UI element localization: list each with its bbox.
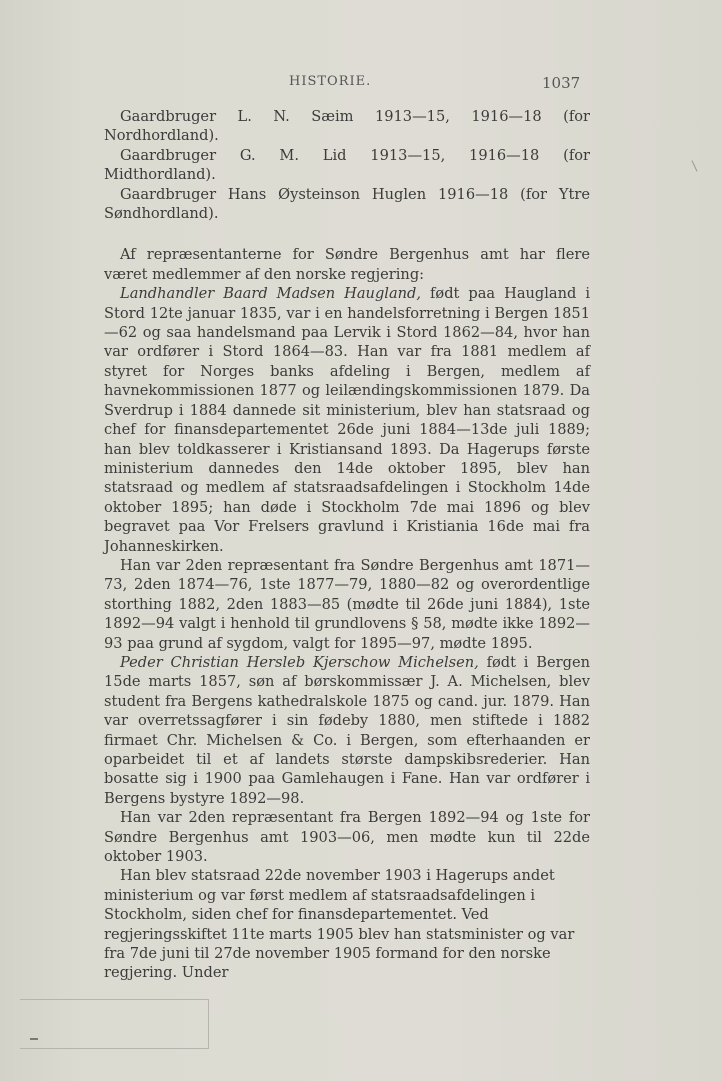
paragraph-haugland-text: født paa Haugland i Stord 12te januar 1835, var i en handelsforretning i Bergen 1851—62 og saa handelsmand paa Lervik i Stord 1862—84, hvor han var ordfører i Stord 1864—83. Han var fra 1881 medlem af styret for Norges banks afdeling i Bergen, medlem af havnekommissionen 1877 og leilændingskommissionen 1879. Da Sverdrup i 1884 dannede sit ministerium, blev han statsraad og chef for finansdepartementet 26de juni 1884—13de juli 1889; han blev toldkasserer i Kristiansand 1893. Da Hagerups første ministerium dannedes den 14de oktober 1895, blev han statsraad og medlem af statsraadsafdelingen i Stockholm 14de oktober 1895; han døde i Stockholm 7de mai 1896 og blev begravet paa Vor Frelsers gravlund i Kristiania 16de mai fra Johanneskirken. (104, 285, 591, 555)
page-header (0, 74, 722, 94)
paragraph-michelsen-text: født i Bergen 15de marts 1857, søn af børskommissær J. A. Michelsen, blev student fra Bergens kathedralskole 1875 og cand. jur. 1879. Han var overretssagfører i sin fødeby 1880, men stiftede i 1882 firmaet Chr. Michelsen & Co. i Bergen, som efterhaanden er oparbeidet til et af landets største dampskibsrederier. Han bosatte sig i 1900 paa Gamlehaugen i Fane. Han var ordfører i Bergens bystyre 1892—98. (104, 653, 590, 807)
paragraph-lid: Gaardbruger G. M. Lid 1913—15, 1916—18 (for Midthordland). (104, 146, 590, 184)
paragraph-michelsen-statsraad: Han blev statsraad 22de november 1903 i Hagerups andet ministerium og var først medlem af statsraadsafdelingen i Stockholm, siden chef for finansdepartementet. Ved regjeringsskiftet 11te marts 1905 blev han statsminister og var fra 7de juni til 27de november 1905 formand for den norske regjering. Under (104, 867, 575, 982)
paragraph-intro: Af repræsentanterne for Søndre Bergenhus amt har flere været medlemmer af den norske regjering: (104, 246, 590, 283)
page-number: 1037 (542, 74, 581, 92)
margin-mark (692, 160, 698, 171)
paragraph-haugland-storting: Han var 2den repræsentant fra Søndre Bergenhus amt 1871—73, 2den 1874—76, 1ste 1877—79, 1880—82 og overordentlige storthing 1882, 2den 1883—85 (mødte til 26de juni 1884), 1ste 1892—94 valgt i henhold til grundlovens § 58, mødte ikke 1892—93 paa grund af sygdom, valgt for 1895—97, mødte 1895. (104, 556, 590, 652)
body-text (104, 107, 590, 983)
stub-dash (30, 1038, 38, 1040)
library-stub-frame (20, 999, 209, 1049)
person-name-haugland: Landhandler Baard Madsen Haugland, (120, 285, 422, 303)
paragraph-michelsen (104, 653, 590, 808)
paragraph-huglen: Gaardbruger Hans Øysteinson Huglen 1916—18 (for Ytre Søndhordland). (104, 185, 590, 223)
running-title: HISTORIE. (289, 74, 372, 89)
person-name-michelsen: Peder Christian Hersleb Kjerschow Michelsen, (120, 653, 479, 671)
paragraph-saeim: Gaardbruger L. N. Sæim 1913—15, 1916—18 (for Nordhordland). (104, 108, 590, 145)
paragraph-michelsen-storting: Han var 2den repræsentant fra Bergen 1892—94 og 1ste for Søndre Bergenhus amt 1903—06, men mødte kun til 22de oktober 1903. (104, 809, 590, 866)
paragraph-haugland (104, 284, 590, 556)
